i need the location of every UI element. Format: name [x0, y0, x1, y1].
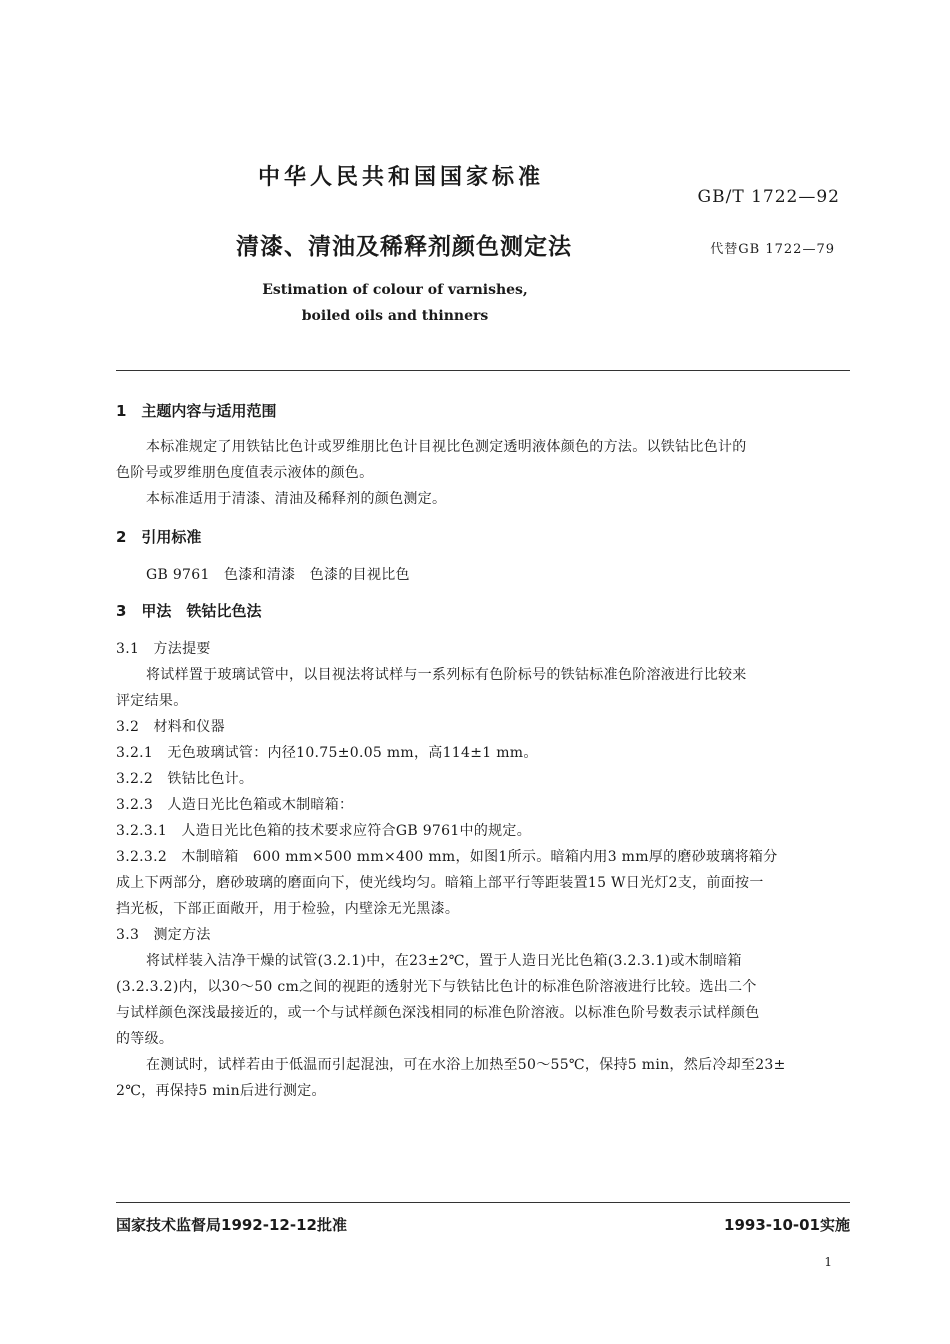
clause-3-2-3: 3.2.3 人造日光比色箱或木制暗箱：: [116, 797, 354, 813]
english-title-line2: boiled oils and thinners: [301, 308, 489, 324]
header-org: 中华人民共和国国家标准: [258, 165, 545, 190]
section-1-paragraph-line: 本标准规定了用铁钴比色计或罗维朋比色计目视比色测定透明液体颜色的方法。以铁钴比色计的: [146, 439, 747, 455]
clause-3-2-2: 3.2.2 铁钴比色计。: [116, 771, 254, 787]
referenced-standard: GB 9761 色漆和清漆 色漆的目视比色: [146, 567, 410, 583]
document-title: 清漆、清油及稀释剂颜色测定法: [236, 234, 572, 260]
section-1-paragraph-line: 本标准适用于清漆、清油及稀释剂的颜色测定。: [146, 491, 447, 507]
replaces-standard: 代替GB 1722—79: [710, 242, 835, 257]
standard-number: GB/T 1722—92: [697, 187, 840, 207]
section-1-heading: 1 主题内容与适用范围: [116, 402, 277, 420]
paragraph-line: 2℃，再保持5 min后进行测定。: [116, 1083, 326, 1099]
clause-3-3: 3.3 测定方法: [116, 927, 211, 943]
section-1-paragraph-line: 色阶号或罗维朋色度值表示液体的颜色。: [116, 465, 374, 481]
section-2-heading: 2 引用标准: [116, 528, 202, 546]
clause-3-2-1: 3.2.1 无色玻璃试管：内径10.75±0.05 mm，高114±1 mm。: [116, 745, 538, 761]
top-rule: [116, 370, 850, 371]
clause-3-2-3-1: 3.2.3.1 人造日光比色箱的技术要求应符合GB 9761中的规定。: [116, 823, 532, 839]
paragraph-line: 将试样装入洁净干燥的试管(3.2.1)中，在23±2℃，置于人造日光比色箱(3.2.3.1)或木制暗箱: [146, 953, 742, 969]
english-title-line1: Estimation of colour of varnishes,: [262, 282, 528, 298]
paragraph-line: (3.2.3.2)内，以30～50 cm之间的视距的透射光下与铁钴比色计的标准色阶溶液进行比较。选出二个: [116, 979, 757, 995]
paragraph-line: 的等级。: [116, 1031, 174, 1047]
clause-3-2: 3.2 材料和仪器: [116, 719, 225, 735]
paragraph-line: 评定结果。: [116, 693, 188, 709]
page-number: 1: [824, 1255, 832, 1269]
paragraph-line: 挡光板，下部正面敞开，用于检验，内壁涂无光黑漆。: [116, 901, 460, 917]
paragraph-line: 成上下两部分，磨砂玻璃的磨面向下，使光线均匀。暗箱上部平行等距装置15 W日光灯2支，前面按一: [116, 875, 764, 891]
effective-date: 1993-10-01实施: [724, 1216, 850, 1234]
section-3-heading: 3 甲法 铁钴比色法: [116, 602, 262, 620]
clause-3-1: 3.1 方法提要: [116, 641, 211, 657]
clause-3-2-3-2: 3.2.3.2 木制暗箱 600 mm×500 mm×400 mm，如图1所示。暗箱内用3 mm厚的磨砂玻璃将箱分: [116, 849, 778, 865]
bottom-rule: [116, 1202, 850, 1203]
paragraph-line: 与试样颜色深浅最接近的，或一个与试样颜色深浅相同的标准色阶溶液。以标准色阶号数表示试样颜色: [116, 1005, 760, 1021]
paragraph-line: 在测试时，试样若由于低温而引起混浊，可在水浴上加热至50～55℃，保持5 min，然后冷却至23±: [146, 1057, 786, 1073]
issued-by: 国家技术监督局1992-12-12批准: [116, 1216, 347, 1234]
paragraph-line: 将试样置于玻璃试管中，以目视法将试样与一系列标有色阶标号的铁钴标准色阶溶液进行比较来: [146, 667, 747, 683]
